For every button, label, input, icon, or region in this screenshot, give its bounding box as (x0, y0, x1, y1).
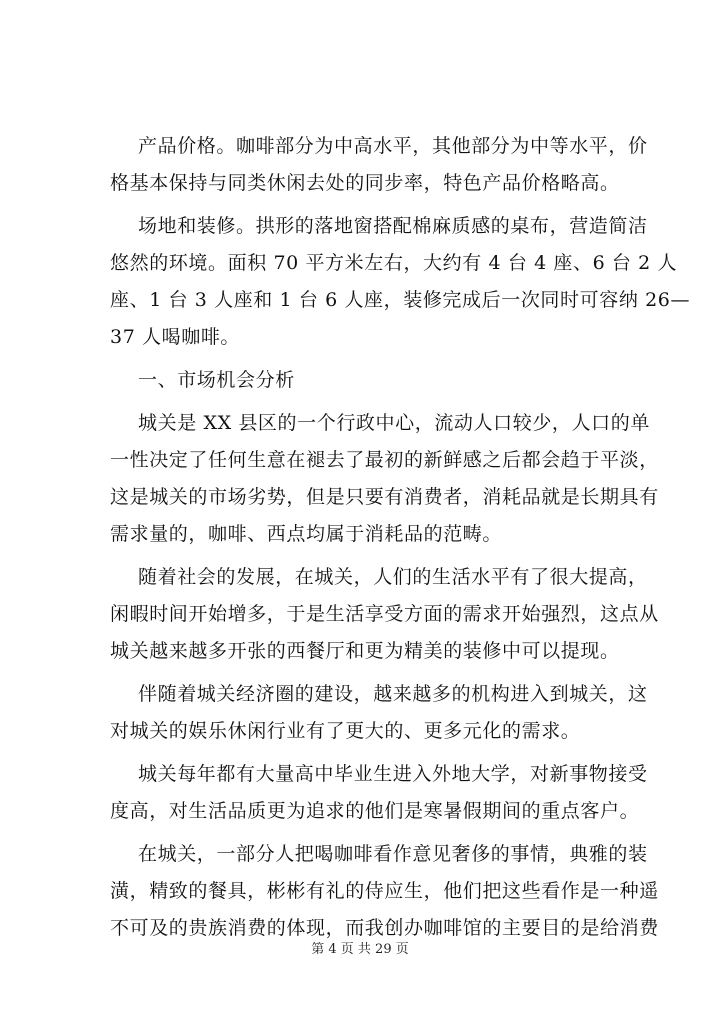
paragraph-city-overview (110, 405, 659, 553)
text-line: 一性决定了任何生意在褪去了最初的新鲜感之后都会趋于平淡， (110, 449, 659, 471)
text-line: 对城关的娱乐休闲行业有了更大的、更多元化的需求。 (110, 720, 581, 742)
paragraph-pricing (110, 128, 648, 202)
text-line: 格基本保持与同类休闲去处的同步率，特色产品价格略高。 (110, 172, 620, 194)
text-line: 这是城关的市场劣势，但是只要有消费者，消耗品就是长期具有 (110, 486, 659, 508)
page-number: 第 4 页 共 29 页 (311, 942, 409, 957)
text-line: 城关每年都有大量高中毕业生进入外地大学，对新事物接受 (138, 763, 648, 785)
text-line: 伴随着城关经济圈的建设，越来越多的机构进入到城关，这 (138, 683, 648, 705)
text-line: 城关越来越多开张的西餐厅和更为精美的装修中可以提现。 (110, 640, 620, 662)
paragraph-luxury-perception (110, 836, 659, 947)
text-line: 悠然的环境。面积 70 平方米左右，大约有 4 台 4 座、6 台 2 人 (110, 252, 678, 274)
document-body (110, 128, 691, 953)
heading-market-opportunity: 一、市场机会分析 (138, 369, 295, 391)
text-line: 不可及的贵族消费的体现，而我创办咖啡馆的主要目的是给消费 (110, 917, 659, 939)
paragraph-venue (110, 208, 691, 356)
text-line: 闲暇时间开始增多，于是生活享受方面的需求开始强烈，这点从 (110, 603, 659, 625)
text-line: 在城关，一部分人把喝咖啡看作意见奢侈的事情，典雅的装 (138, 843, 648, 865)
text-line: 37 人喝咖啡。 (110, 326, 241, 348)
section-heading (110, 362, 610, 399)
text-line: 度高，对生活品质更为追求的他们是寒暑假期间的重点客户。 (110, 800, 640, 822)
paragraph-social-development (110, 559, 659, 670)
text-line: 座、1 台 3 人座和 1 台 6 人座，装修完成后一次同时可容纳 26— (110, 289, 691, 311)
text-line: 随着社会的发展，在城关，人们的生活水平有了很大提高， (138, 566, 648, 588)
text-line: 产品价格。咖啡部分为中高水平，其他部分为中等水平，价 (138, 135, 648, 157)
text-line: 场地和装修。拱形的落地窗搭配棉麻质感的桌布，营造简洁 (138, 215, 648, 237)
text-line: 潢，精致的餐具，彬彬有礼的侍应生，他们把这些看作是一种遥 (110, 880, 659, 902)
text-line: 城关是 XX 县区的一个行政中心，流动人口较少，人口的单 (138, 412, 650, 434)
text-line: 需求量的，咖啡、西点均属于消耗品的范畴。 (110, 523, 503, 545)
paragraph-students (110, 756, 648, 830)
paragraph-economic-circle (110, 676, 648, 750)
